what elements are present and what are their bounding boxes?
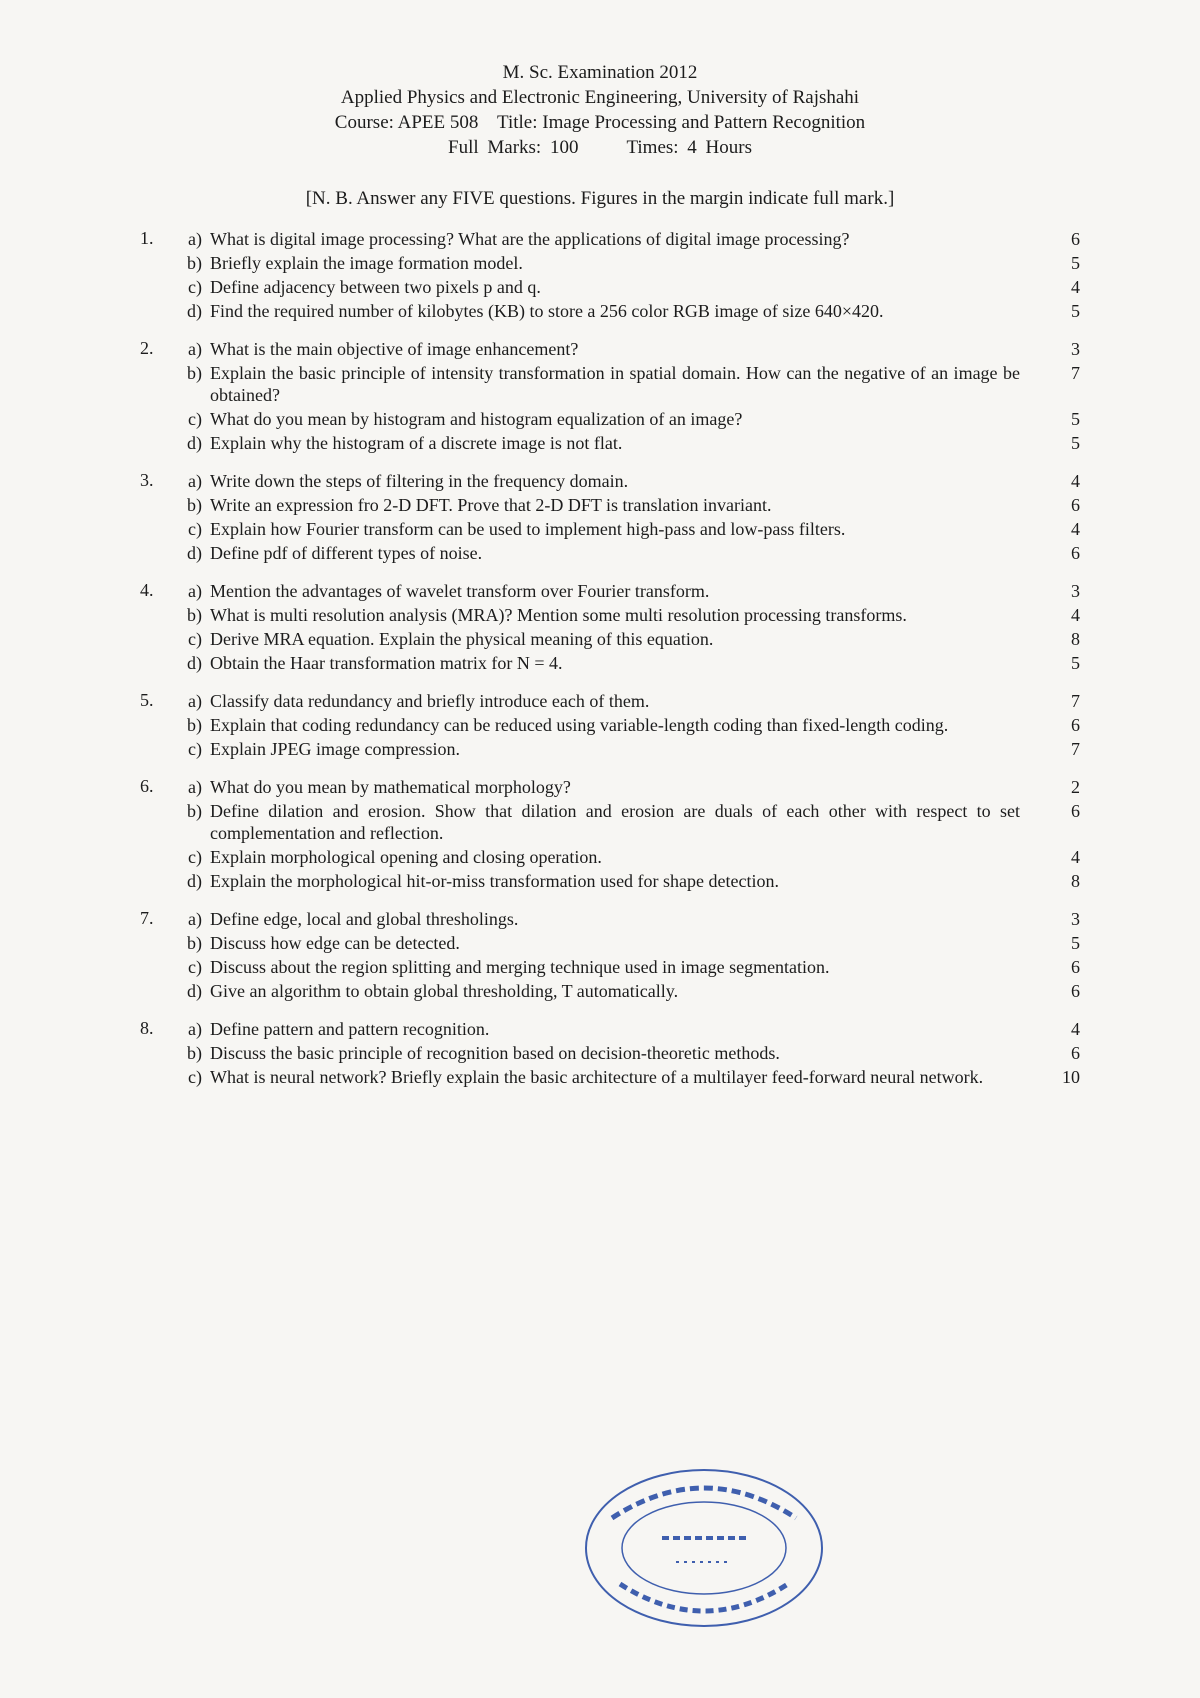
part-label: a): [188, 229, 202, 249]
full-marks: Full Marks: 100: [448, 137, 579, 158]
part-label: c): [188, 409, 202, 429]
part-label: a): [188, 339, 202, 359]
question-1: [140, 228, 1080, 322]
part-text: Explain how Fourier transform can be used to implement high-pass and low-pass filters.: [210, 519, 846, 539]
part-text: Write an expression fro 2-D DFT. Prove that 2-D DFT is translation invariant.: [210, 495, 772, 515]
question-part: [140, 470, 1080, 492]
marks-time-line: [0, 135, 1200, 160]
question-part: [140, 908, 1080, 930]
part-mark: 8: [1071, 629, 1080, 649]
question-part: [140, 362, 1080, 406]
part-text: Define dilation and erosion. Show that dilation and erosion are duals of each other with respect to set complementation and reflection.: [210, 801, 1020, 843]
department-seal: [576, 1462, 832, 1634]
part-mark: 4: [1071, 471, 1080, 491]
part-text: Mention the advantages of wavelet transform over Fourier transform.: [210, 581, 710, 601]
part-label: c): [188, 739, 202, 759]
part-mark: 5: [1071, 433, 1080, 453]
question-number: 3.: [140, 470, 154, 490]
part-label: b): [187, 1043, 202, 1063]
question-part: [140, 738, 1080, 760]
part-text: Define pdf of different types of noise.: [210, 543, 483, 563]
question-number: 5.: [140, 690, 154, 710]
part-mark: 7: [1071, 691, 1080, 711]
part-label: b): [187, 495, 202, 515]
part-text: Derive MRA equation. Explain the physical meaning of this equation.: [210, 629, 714, 649]
part-mark: 6: [1071, 229, 1080, 249]
part-label: d): [187, 981, 202, 1001]
seal-inner-ring: [622, 1502, 786, 1594]
question-number: 4.: [140, 580, 154, 600]
exam-duration: Times: 4 Hours: [626, 137, 752, 158]
part-label: b): [187, 715, 202, 735]
part-text: Explain why the histogram of a discrete image is not flat.: [210, 433, 623, 453]
question-part: [140, 432, 1080, 454]
part-mark: 10: [1062, 1067, 1080, 1087]
part-mark: 4: [1071, 847, 1080, 867]
part-mark: 6: [1071, 543, 1080, 563]
part-mark: 5: [1071, 253, 1080, 273]
question-part: [140, 494, 1080, 516]
part-text: Discuss the basic principle of recognition based on decision-theoretic methods.: [210, 1043, 780, 1063]
part-text: Write down the steps of filtering in the frequency domain.: [210, 471, 629, 491]
part-label: c): [188, 957, 202, 977]
course-line: Course: APEE 508 Title: Image Processing and Pattern Recognition: [334, 112, 866, 133]
seal-bottom-text-mark: [620, 1584, 788, 1611]
question-part: [140, 542, 1080, 564]
part-text: What is the main objective of image enhancement?: [210, 339, 579, 359]
part-label: b): [187, 933, 202, 953]
part-text: Define adjacency between two pixels p and q.: [210, 277, 541, 297]
question-8: [140, 1018, 1080, 1088]
part-text: What is digital image processing? What are the applications of digital image processing?: [210, 229, 850, 249]
part-mark: 6: [1071, 715, 1080, 735]
question-part: [140, 1066, 1080, 1088]
part-mark: 7: [1071, 363, 1080, 383]
question-part: [140, 408, 1080, 430]
question-part: [140, 604, 1080, 626]
part-label: c): [188, 629, 202, 649]
part-text: Explain that coding redundancy can be reduced using variable-length coding than fixed-length coding.: [210, 715, 949, 735]
part-mark: 4: [1071, 1019, 1080, 1039]
part-text: Find the required number of kilobytes (KB) to store a 256 color RGB image of size 640×420.: [210, 301, 884, 321]
part-text: Classify data redundancy and briefly introduce each of them.: [210, 691, 650, 711]
question-part: [140, 714, 1080, 736]
question-part: [140, 846, 1080, 868]
question-part: [140, 228, 1080, 250]
part-label: a): [188, 581, 202, 601]
part-label: b): [187, 363, 202, 383]
part-text: Discuss about the region splitting and merging technique used in image segmentation.: [210, 957, 830, 977]
part-mark: 3: [1071, 909, 1080, 929]
part-label: a): [188, 691, 202, 711]
question-part: [140, 980, 1080, 1002]
part-mark: 3: [1071, 339, 1080, 359]
part-mark: 2: [1071, 777, 1080, 797]
question-part: [140, 300, 1080, 322]
question-part: [140, 690, 1080, 712]
question-part: [140, 800, 1080, 844]
question-number: 8.: [140, 1018, 154, 1038]
part-text: What do you mean by mathematical morphology?: [210, 777, 571, 797]
question-6: [140, 776, 1080, 892]
part-text: Define pattern and pattern recognition.: [210, 1019, 490, 1039]
instruction-note: [N. B. Answer any FIVE questions. Figures in the margin indicate full mark.]: [305, 188, 895, 209]
question-part: [140, 1018, 1080, 1040]
part-mark: 5: [1071, 301, 1080, 321]
question-number: 1.: [140, 228, 154, 248]
part-text: Define edge, local and global thresholings.: [210, 909, 519, 929]
part-label: a): [188, 909, 202, 929]
part-text: Explain JPEG image compression.: [210, 739, 460, 759]
part-mark: 5: [1071, 653, 1080, 673]
part-text: Briefly explain the image formation model.: [210, 253, 523, 273]
part-label: a): [188, 471, 202, 491]
part-mark: 8: [1071, 871, 1080, 891]
question-part: [140, 1042, 1080, 1064]
part-label: a): [188, 777, 202, 797]
part-text: What is multi resolution analysis (MRA)? Mention some multi resolution processing transforms.: [210, 605, 907, 625]
part-label: d): [187, 871, 202, 891]
part-label: c): [188, 277, 202, 297]
part-text: Explain the basic principle of intensity transformation in spatial domain. How can the negative of an image be obtained?: [210, 363, 1020, 405]
part-text: Give an algorithm to obtain global thresholding, T automatically.: [210, 981, 679, 1001]
part-mark: 6: [1071, 801, 1080, 821]
question-number: 7.: [140, 908, 154, 928]
part-mark: 7: [1071, 739, 1080, 759]
part-label: d): [187, 301, 202, 321]
part-mark: 5: [1071, 933, 1080, 953]
part-mark: 3: [1071, 581, 1080, 601]
part-text: Explain the morphological hit-or-miss transformation used for shape detection.: [210, 871, 779, 891]
part-mark: 6: [1071, 1043, 1080, 1063]
part-label: c): [188, 1067, 202, 1087]
exam-header: [0, 60, 1200, 160]
question-part: [140, 932, 1080, 954]
part-mark: 6: [1071, 495, 1080, 515]
part-text: Obtain the Haar transformation matrix for N = 4.: [210, 653, 563, 673]
question-list: [140, 228, 1080, 1104]
question-5: [140, 690, 1080, 760]
part-label: b): [187, 605, 202, 625]
question-3: [140, 470, 1080, 564]
question-part: [140, 338, 1080, 360]
seal-top-text-mark: [612, 1488, 796, 1518]
part-label: c): [188, 519, 202, 539]
question-part: [140, 580, 1080, 602]
part-mark: 4: [1071, 519, 1080, 539]
part-label: a): [188, 1019, 202, 1039]
part-label: d): [187, 653, 202, 673]
question-part: [140, 276, 1080, 298]
question-2: [140, 338, 1080, 454]
question-part: [140, 870, 1080, 892]
part-text: Explain morphological opening and closing operation.: [210, 847, 602, 867]
department-line: Applied Physics and Electronic Engineering, University of Rajshahi: [340, 87, 860, 108]
question-part: [140, 518, 1080, 540]
question-4: [140, 580, 1080, 674]
part-mark: 4: [1071, 605, 1080, 625]
question-7: [140, 908, 1080, 1002]
part-text: What do you mean by histogram and histogram equalization of an image?: [210, 409, 743, 429]
question-part: [140, 628, 1080, 650]
question-number: 2.: [140, 338, 154, 358]
part-label: d): [187, 543, 202, 563]
part-label: c): [188, 847, 202, 867]
question-part: [140, 252, 1080, 274]
question-part: [140, 776, 1080, 798]
exam-title: M. Sc. Examination 2012: [502, 62, 698, 83]
part-mark: 5: [1071, 409, 1080, 429]
part-mark: 6: [1071, 981, 1080, 1001]
part-label: b): [187, 253, 202, 273]
part-mark: 6: [1071, 957, 1080, 977]
part-text: Discuss how edge can be detected.: [210, 933, 460, 953]
part-label: d): [187, 433, 202, 453]
part-label: b): [187, 801, 202, 821]
part-text: What is neural network? Briefly explain the basic architecture of a multilayer feed-forward neural network.: [210, 1067, 984, 1087]
part-mark: 4: [1071, 277, 1080, 297]
question-number: 6.: [140, 776, 154, 796]
question-part: [140, 652, 1080, 674]
question-part: [140, 956, 1080, 978]
